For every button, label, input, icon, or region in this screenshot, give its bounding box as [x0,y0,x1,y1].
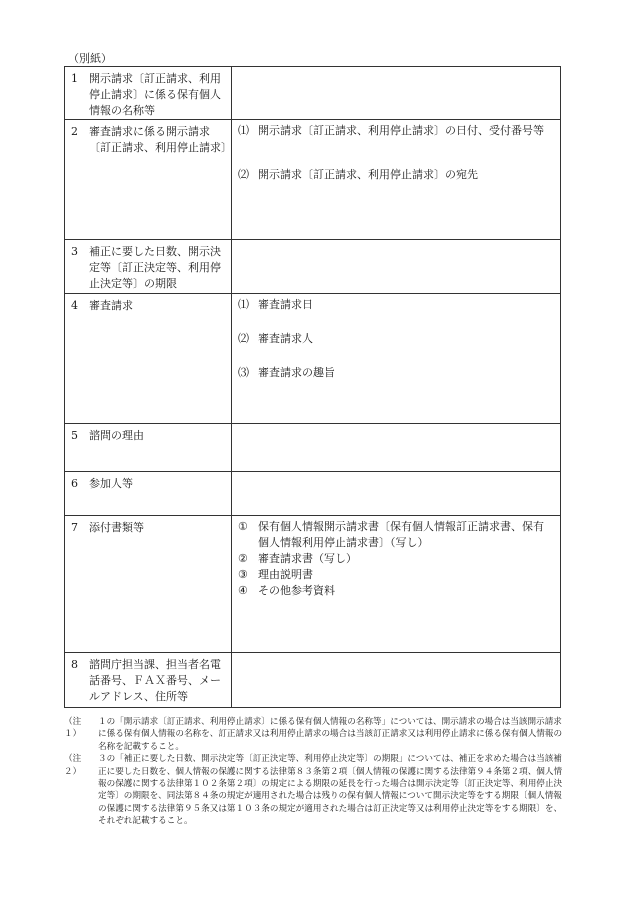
list-item [238,551,554,567]
note-item [64,716,564,753]
row-label-cell [65,294,232,424]
row-label: 諮問庁担当課、担当者名電話番号、ＦＡＸ番号、メールアドレス、住所等 [89,658,221,703]
list-item [238,365,554,381]
item-text: 審査請求日 [258,298,313,311]
list-item [238,567,554,583]
form-row-3 [65,240,561,294]
row-number: 2 [71,125,78,138]
row-number: 4 [71,299,78,312]
row-label: 諮問の理由 [89,429,144,442]
row-content-cell [232,424,561,472]
row-label-cell [65,653,232,708]
row-label-cell [65,516,232,653]
row-content-cell [232,294,561,424]
item-text: 保有個人情報開示請求書〔保有個人情報訂正請求書、保有個人情報利用停止請求書〕（写し） [258,520,544,549]
row-label: 審査請求 [89,299,133,312]
row-label-cell [65,424,232,472]
form-row-4 [65,294,561,424]
item-marker: ① [238,520,248,533]
form-row-6 [65,472,561,516]
note-tag: （注１） [64,717,82,740]
form-row-1 [65,67,561,120]
item-marker: ⑵ [238,332,249,345]
note-text: ３の「補正に要した日数、開示決定等〔訂正決定等、利用停止決定等〕の期限」については、補正を求めた場合は当該補正に要した日数を、個人情報の保護に関する法律第８３条第２項〔個人情報の保護に関する法律第９４条第２項、個人情報の保護に関する法律第１０２条第２項〕の規定による期限の延長を行った場合は開示決定等〔訂正決定等、利用停止決定等〕の期限を、同法第８４条の規定が適用された場合は残りの保有個人情報について開示決定等をする期限〔個人情報の保護に関する法律第９５条又は第１０３条の規定が適用された場合は訂正決定等又は利用停止決定等をする期限〕を、それぞれ記載すること。 [98,754,563,827]
consultation-form-table [64,66,561,708]
row-content-cell [232,472,561,516]
row-label: 補正に要した日数、開示決定等〔訂正決定等、利用停止決定等〕の期限 [89,245,221,290]
row-label-cell [65,67,232,120]
notes-section [64,716,564,828]
item-marker: ⑵ [238,168,249,181]
row-number: 5 [71,429,78,442]
list-item [238,331,554,347]
item-marker: ⑴ [238,124,249,137]
row-label: 添付書類等 [89,521,144,534]
note-item [64,753,564,827]
item-marker: ⑴ [238,298,249,311]
item-text: その他参考資料 [258,584,335,597]
row-label-cell [65,472,232,516]
item-marker: ⑶ [238,366,249,379]
row-number: 6 [71,477,78,490]
list-item [238,297,554,313]
note-tag: （注２） [64,754,82,777]
row-content-cell [232,653,561,708]
item-text: 審査請求書（写し） [258,552,357,565]
list-item [238,123,554,139]
row-content-cell [232,67,561,120]
item-marker: ④ [238,584,248,597]
row-label: 審査請求に係る開示請求〔訂正請求、利用停止請求〕 [89,125,232,154]
row-number: 1 [71,72,78,85]
form-row-2 [65,120,561,240]
form-row-8 [65,653,561,708]
item-text: 開示請求〔訂正請求、利用停止請求〕の日付、受付番号等 [258,124,544,137]
list-item [238,519,554,551]
form-row-7 [65,516,561,653]
item-text: 審査請求の趣旨 [258,366,335,379]
row-number: 3 [71,245,78,258]
row-content-cell [232,120,561,240]
item-text: 理由説明書 [258,568,313,581]
item-marker: ② [238,552,248,565]
item-text: 審査請求人 [258,332,313,345]
row-label: 開示請求〔訂正請求、利用停止請求〕に係る保有個人情報の名称等 [89,72,221,117]
row-number: 7 [71,521,78,534]
row-label-cell [65,240,232,294]
document-caption: （別紙） [68,52,112,65]
row-content-cell [232,516,561,653]
note-text: １の「開示請求〔訂正請求、利用停止請求〕に係る保有個人情報の名称等」については、開示請求の場合は当該開示請求に係る保有個人情報の名称を、訂正請求又は利用停止請求の場合は当該訂正請求又は利用停止請求に係る保有個人情報の名称を記載すること。 [98,717,563,752]
form-row-5 [65,424,561,472]
row-label: 参加人等 [89,477,133,490]
row-label-cell [65,120,232,240]
item-marker: ③ [238,568,248,581]
list-item [238,167,554,183]
row-content-cell [232,240,561,294]
list-item [238,583,554,599]
item-text: 開示請求〔訂正請求、利用停止請求〕の宛先 [258,168,478,181]
row-number: 8 [71,658,78,671]
